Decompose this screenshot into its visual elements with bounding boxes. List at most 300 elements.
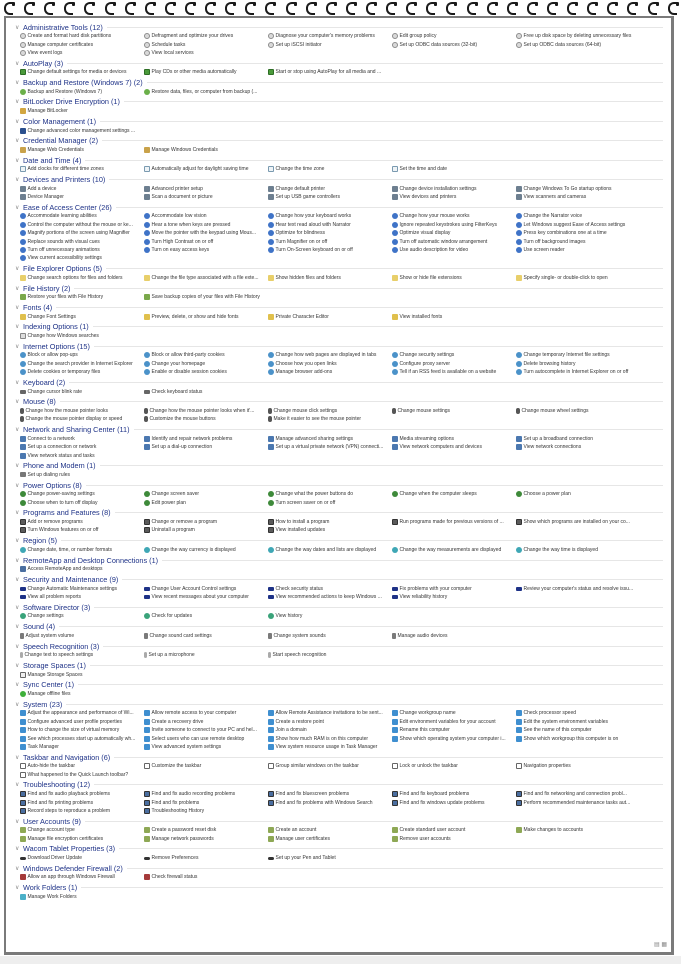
task-link[interactable] [392, 274, 516, 282]
group-title[interactable]: User Accounts (9) [23, 816, 81, 826]
task-link[interactable] [20, 632, 144, 640]
task-link[interactable] [20, 798, 144, 806]
task-label[interactable]: Create and format hard disk partitions [27, 33, 112, 40]
task-link[interactable] [144, 807, 268, 815]
task-label[interactable]: Change mouse settings [397, 407, 451, 414]
task-link[interactable] [20, 546, 144, 554]
task-link[interactable] [20, 771, 144, 779]
task-link[interactable] [144, 546, 268, 554]
task-label[interactable]: Add or remove programs [27, 519, 83, 526]
group-header[interactable] [14, 863, 663, 873]
task-label[interactable]: Create a restore point [275, 718, 324, 725]
group-header[interactable] [14, 883, 663, 893]
task-link[interactable] [144, 826, 268, 834]
task-label[interactable]: Start or stop using AutoPlay for all media and ... [275, 69, 382, 76]
task-link[interactable] [144, 32, 268, 40]
task-link[interactable] [20, 360, 144, 368]
task-label[interactable]: Show hidden files and folders [275, 274, 341, 281]
group-title[interactable]: File History (2) [23, 283, 71, 293]
group-title[interactable]: Speech Recognition (3) [23, 641, 100, 651]
task-link[interactable] [20, 40, 144, 48]
group-header[interactable] [14, 536, 663, 546]
task-link[interactable] [20, 526, 144, 534]
task-link[interactable] [20, 88, 144, 96]
group-title[interactable]: BitLocker Drive Encryption (1) [23, 97, 120, 107]
chevron-down-icon[interactable]: ∨ [15, 177, 20, 184]
task-label[interactable]: Show how much RAM is on this computer [275, 735, 369, 742]
task-link[interactable] [144, 632, 268, 640]
task-label[interactable]: Change User Account Control settings [151, 585, 237, 592]
task-link[interactable] [144, 312, 268, 320]
task-link[interactable] [144, 593, 268, 601]
task-link[interactable] [516, 443, 640, 451]
group-title[interactable]: Windows Defender Firewall (2) [23, 863, 123, 873]
task-label[interactable]: Press key combinations one at a time [523, 230, 607, 237]
task-label[interactable]: Allow Remote Assistance invitations to be sent... [275, 710, 383, 717]
task-link[interactable] [144, 762, 268, 770]
task-label[interactable]: Change workgroup name [399, 710, 456, 717]
task-label[interactable]: Backup and Restore (Windows 7) [27, 88, 102, 95]
task-link[interactable] [392, 632, 516, 640]
group-title[interactable]: Devices and Printers (10) [23, 175, 106, 185]
task-link[interactable] [392, 193, 516, 201]
task-link[interactable] [268, 193, 392, 201]
task-label[interactable]: Turn screen saver on or off [275, 499, 336, 506]
task-label[interactable]: Change security settings [399, 352, 455, 359]
task-label[interactable]: View advanced system settings [151, 743, 222, 750]
task-label[interactable]: Group similar windows on the taskbar [275, 763, 359, 770]
task-label[interactable]: Find and fix problems with Windows Search [275, 799, 373, 806]
task-label[interactable]: Play CDs or other media automatically [151, 69, 237, 76]
task-link[interactable] [144, 584, 268, 592]
task-link[interactable] [144, 229, 268, 237]
group-title[interactable]: Network and Sharing Center (11) [23, 425, 130, 435]
task-label[interactable]: Set up your Pen and Tablet [275, 855, 336, 862]
group-header[interactable] [14, 480, 663, 490]
task-label[interactable]: View event logs [27, 49, 63, 56]
task-label[interactable]: Choose when to turn off display [27, 499, 98, 506]
task-link[interactable] [268, 32, 392, 40]
task-label[interactable]: View network computers and devices [399, 444, 482, 451]
task-link[interactable] [516, 407, 640, 415]
task-link[interactable] [392, 165, 516, 173]
task-link[interactable] [392, 351, 516, 359]
task-label[interactable]: Find and fix audio playback problems [27, 791, 111, 798]
task-label[interactable]: Change date, time, or number formats [27, 546, 112, 553]
task-label[interactable]: Fix problems with your computer [399, 585, 472, 592]
group-title[interactable]: Storage Spaces (1) [23, 660, 86, 670]
task-label[interactable]: Create an account [275, 827, 317, 834]
task-label[interactable]: Change Font Settings [27, 313, 76, 320]
group-header[interactable] [14, 322, 663, 332]
task-label[interactable]: Customize the mouse buttons [149, 416, 216, 423]
chevron-down-icon[interactable]: ∨ [15, 701, 20, 708]
task-label[interactable]: Show which workgroup this computer is on [523, 735, 619, 742]
task-label[interactable]: Find and fix printing problems [27, 799, 94, 806]
task-link[interactable] [268, 360, 392, 368]
task-link[interactable] [20, 790, 144, 798]
task-link[interactable] [392, 546, 516, 554]
task-label[interactable]: Block or allow pop-ups [27, 352, 78, 359]
task-label[interactable]: Select users who can use remote desktop [151, 735, 245, 742]
chevron-down-icon[interactable]: ∨ [15, 399, 20, 406]
task-label[interactable]: Block or allow third-party cookies [151, 352, 225, 359]
task-link[interactable] [20, 565, 144, 573]
task-label[interactable]: Change account type [27, 827, 75, 834]
task-link[interactable] [144, 351, 268, 359]
task-label[interactable]: Check security status [275, 585, 324, 592]
group-title[interactable]: Internet Options (15) [23, 341, 90, 351]
task-link[interactable] [20, 471, 144, 479]
group-header[interactable] [14, 97, 663, 107]
task-label[interactable]: See the name of this computer [523, 727, 592, 734]
task-label[interactable]: Turn autocomplete in Internet Explorer on or off [523, 369, 629, 376]
group-header[interactable] [14, 377, 663, 387]
task-label[interactable]: Change the search provider in Internet Explorer [27, 360, 133, 367]
task-link[interactable] [20, 690, 144, 698]
task-link[interactable] [20, 584, 144, 592]
task-label[interactable]: Manage Storage Spaces [27, 671, 83, 678]
task-link[interactable] [268, 165, 392, 173]
task-link[interactable] [268, 274, 392, 282]
task-link[interactable] [516, 798, 640, 806]
task-label[interactable]: Change how Windows searches [27, 333, 99, 339]
task-label[interactable]: View reliability history [399, 594, 448, 601]
task-label[interactable]: Turn Magnifier on or off [275, 238, 328, 245]
group-header[interactable] [14, 341, 663, 351]
task-label[interactable]: Change the way time is displayed [523, 546, 598, 553]
group-title[interactable]: Ease of Access Center (26) [23, 202, 112, 212]
task-label[interactable]: Set up dialing rules [27, 471, 71, 478]
task-link[interactable] [144, 237, 268, 245]
task-label[interactable]: Turn off unnecessary animations [27, 247, 100, 254]
task-link[interactable] [20, 351, 144, 359]
task-label[interactable]: Optimize visual display [399, 230, 451, 237]
task-link[interactable] [144, 293, 268, 301]
chevron-down-icon[interactable]: ∨ [15, 557, 20, 564]
task-link[interactable] [516, 185, 640, 193]
task-label[interactable]: Change system sounds [273, 632, 326, 639]
task-link[interactable] [268, 834, 392, 842]
task-label[interactable]: Change sound card settings [149, 632, 212, 639]
task-link[interactable] [20, 415, 144, 423]
task-link[interactable] [268, 40, 392, 48]
task-link[interactable] [20, 368, 144, 376]
chevron-down-icon[interactable]: ∨ [15, 285, 20, 292]
task-link[interactable] [20, 893, 144, 901]
group-header[interactable] [14, 699, 663, 709]
task-label[interactable]: Choose how you open links [275, 360, 337, 367]
task-link[interactable] [268, 351, 392, 359]
task-label[interactable]: Set up a virtual private network (VPN) connecti... [275, 444, 384, 451]
task-label[interactable]: Set the time and date [399, 166, 448, 173]
task-label[interactable]: What happened to the Quick Launch toolbar? [27, 771, 129, 778]
task-link[interactable] [268, 734, 392, 742]
task-link[interactable] [392, 185, 516, 193]
group-header[interactable] [14, 136, 663, 146]
task-link[interactable] [144, 415, 268, 423]
task-link[interactable] [144, 651, 268, 659]
group-title[interactable]: Phone and Modem (1) [23, 461, 96, 471]
task-link[interactable] [20, 237, 144, 245]
view-toggle-icons[interactable]: ▤ ▦ [653, 942, 667, 948]
task-label[interactable]: Change the Narrator voice [523, 213, 583, 220]
group-title[interactable]: AutoPlay (3) [23, 58, 64, 68]
group-header[interactable] [14, 508, 663, 518]
chevron-down-icon[interactable]: ∨ [15, 885, 20, 892]
task-link[interactable] [20, 670, 144, 678]
chevron-down-icon[interactable]: ∨ [15, 204, 20, 211]
task-link[interactable] [20, 490, 144, 498]
task-link[interactable] [144, 612, 268, 620]
group-title[interactable]: Fonts (4) [23, 302, 53, 312]
task-label[interactable]: Make it easier to see the mouse pointer [273, 416, 362, 423]
task-link[interactable] [20, 212, 144, 220]
task-link[interactable] [392, 734, 516, 742]
group-title[interactable]: Taskbar and Navigation (6) [23, 752, 111, 762]
group-title[interactable]: Credential Manager (2) [23, 136, 99, 146]
chevron-down-icon[interactable]: ∨ [15, 538, 20, 545]
task-link[interactable] [20, 443, 144, 451]
chevron-down-icon[interactable]: ∨ [15, 482, 20, 489]
task-label[interactable]: Change how the mouse pointer looks when it'... [149, 407, 255, 414]
task-label[interactable]: Let Windows suggest Ease of Access settings [523, 221, 626, 228]
group-header[interactable] [14, 264, 663, 274]
task-link[interactable] [144, 246, 268, 254]
task-label[interactable]: Free up disk space by deleting unnecessary files [523, 33, 632, 40]
task-label[interactable]: Task Manager [27, 743, 59, 750]
group-title[interactable]: Wacom Tablet Properties (3) [23, 844, 116, 854]
group-title[interactable]: Date and Time (4) [23, 155, 82, 165]
task-link[interactable] [268, 415, 392, 423]
group-title[interactable]: Troubleshooting (12) [23, 780, 91, 790]
task-label[interactable]: Change Automatic Maintenance settings [27, 585, 117, 592]
task-link[interactable] [20, 193, 144, 201]
task-link[interactable] [144, 798, 268, 806]
group-title[interactable]: System (23) [23, 699, 63, 709]
task-label[interactable]: Hear text read aloud with Narrator [275, 221, 351, 228]
task-label[interactable]: Manage file encryption certificates [27, 835, 104, 842]
task-link[interactable] [268, 435, 392, 443]
group-title[interactable]: Region (5) [23, 536, 58, 546]
task-label[interactable]: Change settings [27, 613, 64, 620]
task-label[interactable]: Replace sounds with visual cues [27, 238, 100, 245]
task-label[interactable]: View recent messages about your computer [151, 594, 249, 601]
task-label[interactable]: Set up USB game controllers [275, 194, 340, 201]
task-link[interactable] [268, 584, 392, 592]
task-label[interactable]: How to change the size of virtual memory [27, 727, 120, 734]
task-link[interactable] [144, 49, 268, 57]
task-label[interactable]: Preview, delete, or show and hide fonts [151, 313, 239, 320]
task-label[interactable]: Check keyboard status [151, 388, 203, 395]
task-label[interactable]: Turn off automatic window arrangement [399, 238, 488, 245]
group-header[interactable] [14, 602, 663, 612]
chevron-down-icon[interactable]: ∨ [15, 782, 20, 789]
task-label[interactable]: Perform recommended maintenance tasks aut... [523, 799, 631, 806]
group-header[interactable] [14, 555, 663, 565]
task-label[interactable]: Turn on easy access keys [151, 247, 210, 254]
group-header[interactable] [14, 302, 663, 312]
task-link[interactable] [516, 518, 640, 526]
task-link[interactable] [144, 490, 268, 498]
task-label[interactable]: Use audio description for video [399, 247, 469, 254]
task-label[interactable]: Save backup copies of your files with File History [151, 294, 260, 301]
task-label[interactable]: Manage BitLocker [27, 108, 68, 115]
task-label[interactable]: Make changes to accounts [523, 827, 583, 834]
task-label[interactable]: How to install a program [275, 519, 330, 526]
task-link[interactable] [516, 709, 640, 717]
task-label[interactable]: Turn off background images [523, 238, 586, 245]
task-link[interactable] [516, 790, 640, 798]
task-link[interactable] [20, 146, 144, 154]
chevron-down-icon[interactable]: ∨ [15, 510, 20, 517]
task-link[interactable] [516, 826, 640, 834]
task-link[interactable] [392, 312, 516, 320]
task-label[interactable]: Delete browsing history [523, 360, 576, 367]
task-link[interactable] [20, 49, 144, 57]
task-link[interactable] [392, 762, 516, 770]
task-link[interactable] [516, 40, 640, 48]
task-label[interactable]: Customize the taskbar [151, 763, 202, 770]
group-header[interactable] [14, 574, 663, 584]
task-label[interactable]: Move the pointer with the keypad using Mous... [151, 230, 257, 237]
task-label[interactable]: Change advanced color management settings ... [27, 127, 136, 134]
task-label[interactable]: Manage computer certificates [27, 41, 94, 48]
task-label[interactable]: Set up a broadband connection [523, 435, 593, 442]
task-link[interactable] [144, 407, 268, 415]
task-link[interactable] [20, 593, 144, 601]
task-link[interactable] [392, 32, 516, 40]
task-link[interactable] [20, 762, 144, 770]
task-link[interactable] [268, 221, 392, 229]
task-link[interactable] [20, 387, 144, 395]
chevron-down-icon[interactable]: ∨ [15, 624, 20, 631]
group-title[interactable]: RemoteApp and Desktop Connections (1) [23, 555, 159, 565]
task-link[interactable] [268, 368, 392, 376]
task-link[interactable] [392, 490, 516, 498]
task-label[interactable]: Access RemoteApp and desktops [27, 566, 103, 573]
task-link[interactable] [392, 718, 516, 726]
task-link[interactable] [20, 293, 144, 301]
task-link[interactable] [516, 762, 640, 770]
task-link[interactable] [516, 584, 640, 592]
task-label[interactable]: Record steps to reproduce a problem [27, 807, 111, 814]
task-label[interactable]: Change how your keyboard works [275, 213, 352, 220]
task-label[interactable]: Remove Preferences [151, 855, 199, 862]
task-label[interactable]: Adjust system volume [25, 632, 75, 639]
task-link[interactable] [20, 229, 144, 237]
task-label[interactable]: Private Character Editor [275, 313, 329, 320]
task-link[interactable] [144, 526, 268, 534]
task-link[interactable] [392, 584, 516, 592]
task-label[interactable]: Advanced printer setup [151, 185, 203, 192]
task-label[interactable]: Change the way currency is displayed [151, 546, 236, 553]
task-link[interactable] [392, 435, 516, 443]
task-label[interactable]: Check for updates [151, 613, 193, 620]
task-label[interactable]: Change cursor blink rate [27, 388, 82, 395]
group-header[interactable] [14, 752, 663, 762]
task-label[interactable]: Rename this computer [399, 727, 450, 734]
chevron-down-icon[interactable]: ∨ [15, 343, 20, 350]
task-label[interactable]: View installed updates [275, 527, 326, 534]
group-header[interactable] [14, 283, 663, 293]
group-title[interactable]: Work Folders (1) [23, 883, 78, 893]
group-header[interactable] [14, 461, 663, 471]
task-label[interactable]: Manage Web Credentials [27, 146, 84, 153]
task-label[interactable]: Find and fix bluescreen problems [275, 791, 350, 798]
chevron-down-icon[interactable]: ∨ [15, 662, 20, 669]
task-label[interactable]: Set up a microphone [148, 652, 195, 659]
task-link[interactable] [20, 312, 144, 320]
task-link[interactable] [268, 651, 392, 659]
task-label[interactable]: Restore data, files, or computer from backup (... [151, 88, 258, 95]
task-link[interactable] [392, 790, 516, 798]
task-link[interactable] [20, 107, 144, 115]
task-link[interactable] [144, 734, 268, 742]
task-link[interactable] [144, 88, 268, 96]
task-link[interactable] [20, 68, 144, 76]
task-link[interactable] [392, 798, 516, 806]
task-label[interactable]: Change how the mouse pointer looks [25, 407, 109, 414]
task-link[interactable] [144, 873, 268, 881]
task-link[interactable] [392, 360, 516, 368]
task-link[interactable] [516, 734, 640, 742]
task-link[interactable] [144, 387, 268, 395]
task-link[interactable] [516, 221, 640, 229]
task-link[interactable] [20, 499, 144, 507]
task-label[interactable]: Change the way measurements are displayed [399, 546, 502, 553]
task-label[interactable]: Manage offline files [27, 690, 71, 697]
task-label[interactable]: See which processes start up automatically wh... [27, 735, 136, 742]
task-link[interactable] [268, 312, 392, 320]
task-link[interactable] [20, 734, 144, 742]
task-label[interactable]: Change your homepage [151, 360, 206, 367]
task-link[interactable] [268, 407, 392, 415]
task-link[interactable] [392, 518, 516, 526]
task-link[interactable] [144, 854, 268, 862]
chevron-down-icon[interactable]: ∨ [15, 157, 20, 164]
task-label[interactable]: Find and fix networking and connection probl... [523, 791, 627, 798]
group-title[interactable]: Administrative Tools (12) [23, 22, 103, 32]
task-label[interactable]: Set up a connection or network [27, 444, 97, 451]
task-link[interactable] [392, 368, 516, 376]
task-label[interactable]: Uninstall a program [151, 527, 195, 534]
task-label[interactable]: Adjust the appearance and performance of Wi... [27, 710, 134, 717]
task-label[interactable]: Edit environment variables for your account [399, 718, 496, 725]
task-link[interactable] [516, 546, 640, 554]
task-link[interactable] [20, 274, 144, 282]
group-header[interactable] [14, 58, 663, 68]
task-label[interactable]: Change the way dates and lists are displayed [275, 546, 377, 553]
task-label[interactable]: Check firewall status [151, 874, 198, 881]
group-title[interactable]: Programs and Features (8) [23, 508, 111, 518]
task-label[interactable]: Configure proxy server [399, 360, 451, 367]
task-link[interactable] [516, 274, 640, 282]
group-header[interactable] [14, 155, 663, 165]
task-link[interactable] [392, 212, 516, 220]
chevron-down-icon[interactable]: ∨ [15, 576, 20, 583]
task-label[interactable]: Automatically adjust for daylight saving time [151, 166, 249, 173]
task-link[interactable] [20, 612, 144, 620]
task-link[interactable] [268, 798, 392, 806]
task-label[interactable]: Invite someone to connect to your PC and hel... [151, 727, 257, 734]
task-link[interactable] [392, 246, 516, 254]
task-label[interactable]: Device Manager [27, 194, 64, 201]
task-label[interactable]: Set up ODBC data sources (32-bit) [399, 41, 478, 48]
task-link[interactable] [268, 526, 392, 534]
task-link[interactable] [268, 546, 392, 554]
task-label[interactable]: Lock or unlock the taskbar [399, 763, 458, 770]
